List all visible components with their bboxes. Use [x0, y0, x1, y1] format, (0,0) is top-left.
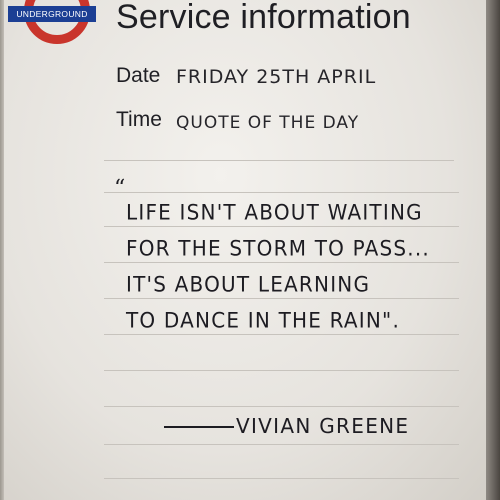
time-value: QUOTE OF THE DAY: [176, 113, 360, 133]
board-frame-right: [486, 0, 500, 500]
ruled-line: [104, 478, 459, 479]
opening-quote-mark: “: [114, 176, 126, 201]
ruled-line: [104, 160, 454, 161]
date-label: Date: [116, 64, 161, 87]
sign-title: Service information: [116, 0, 411, 36]
quote-line-3: IT'S ABOUT LEARNING: [126, 271, 371, 297]
underground-roundel-logo: [8, 0, 100, 46]
quote-line-1: LIFE ISN'T ABOUT WAITING: [126, 199, 423, 225]
service-information-board: [4, 0, 486, 500]
attribution-dash: [164, 426, 234, 428]
ruled-line: [104, 262, 459, 263]
ruled-line: [104, 298, 459, 299]
quote-line-4: TO DANCE IN THE RAIN".: [126, 307, 401, 333]
date-value: FRIDAY 25TH APRIL: [176, 66, 377, 88]
ruled-line: [104, 334, 459, 335]
ruled-line: [104, 192, 459, 193]
roundel-bar-text: UNDERGROUND: [8, 6, 96, 22]
ruled-line: [104, 444, 459, 445]
ruled-line: [104, 370, 459, 371]
quote-line-2: FOR THE STORM TO PASS...: [126, 235, 430, 261]
quote-author: VIVIAN GREENE: [236, 414, 410, 438]
ruled-line: [104, 226, 459, 227]
time-label: Time: [116, 108, 162, 131]
ruled-line: [104, 406, 459, 407]
